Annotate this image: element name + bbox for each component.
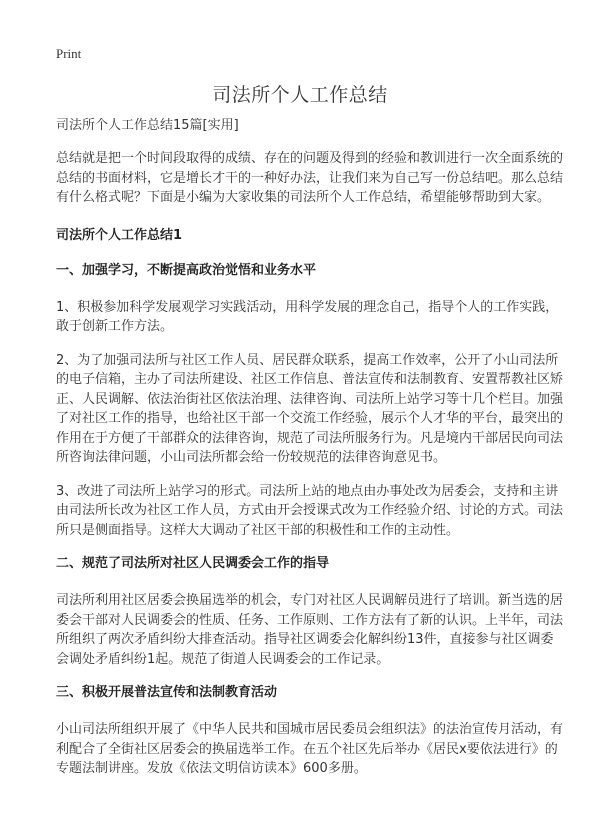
page-title: 司法所个人工作总结 [212, 84, 388, 106]
paragraph-3: 3、改进了司法所上站学习的形式。司法所上站的地点由办事处改为居委会，支持和主讲由司法所长改为社区工作人员，方式由开会授课式改为工作经验介绍、讨论的方式。司法所只是侧面指导。这样大大调动了社区干部的积极性和工作的主动性。 [56, 483, 564, 538]
heading-2: 二、规范了司法所对社区人民调委会工作的指导 [56, 556, 330, 571]
paragraph-2: 2、为了加强司法所与社区工作人员、居民群众联系，提高工作效率，公开了小山司法所的电子信箱，主办了司法所建设、社区工作信息、普法宣传和法制教育、安置帮教社区矫正、人民调解、依法治街社区依法治理、法律咨询、司法所上站学习等十几个栏目。加强了对社区工作的指导，也给社区干部一个交流工作经验，展示个人才华的平台，最突出的作用在于方便了干部群众的法律咨询，规范了司法所服务行为。凡是境内干部居民向司法所咨询法律问题，小山司法所都会给一份较规范的法律咨询意见书。 [56, 352, 564, 465]
heading-1: 一、加强学习，不断提高政治觉悟和业务水平 [56, 262, 317, 278]
paragraph-4: 司法所利用社区居委会换届选举的机会，专门对社区人民调解员进行了培训。新当选的居委会干部对人民调委会的性质、任务、工作原则、工作方法有了新的认识。上半年，司法所组织了两次矛盾纠纷大排查活动。指导社区调委会化解纠纷13件，直接参与社区调委会调处矛盾纠纷1起。规范了街道人民调委会的工作记录。 [56, 593, 564, 667]
heading-3: 三、积极开展普法宣传和法制教育活动 [56, 685, 278, 700]
subtitle: 司法所个人工作总结15篇[实用] [56, 118, 239, 133]
paragraph-5: 小山司法所组织开展了《中华人民共和国城市居民委员会组织法》的法治宣传月活动，有利配合了全街社区居委会的换届选举工作。在五个社区先后举办《居民x要依法进行》的专题法制讲座。发放《依法文明信访读本》600多册。 [56, 722, 564, 776]
intro-paragraph: 总结就是把一个时间段取得的成绩、存在的问题及得到的经验和教训进行一次全面系统的总结的书面材料，它是增长才干的一种好办法，让我们来为自己写一份总结吧。那么总结有什么格式呢？下面是小编为大家收集的司法所个人工作总结，希望能够帮助到大家。 [56, 151, 564, 205]
print-link[interactable]: Print [56, 46, 82, 61]
document-body [56, 116, 564, 793]
section-title: 司法所个人工作总结1 [56, 227, 183, 243]
paragraph-1: 1、积极参加科学发展观学习实践活动，用科学发展的理念自己，指导个人的工作实践，敢于创新工作方法。 [56, 299, 559, 334]
